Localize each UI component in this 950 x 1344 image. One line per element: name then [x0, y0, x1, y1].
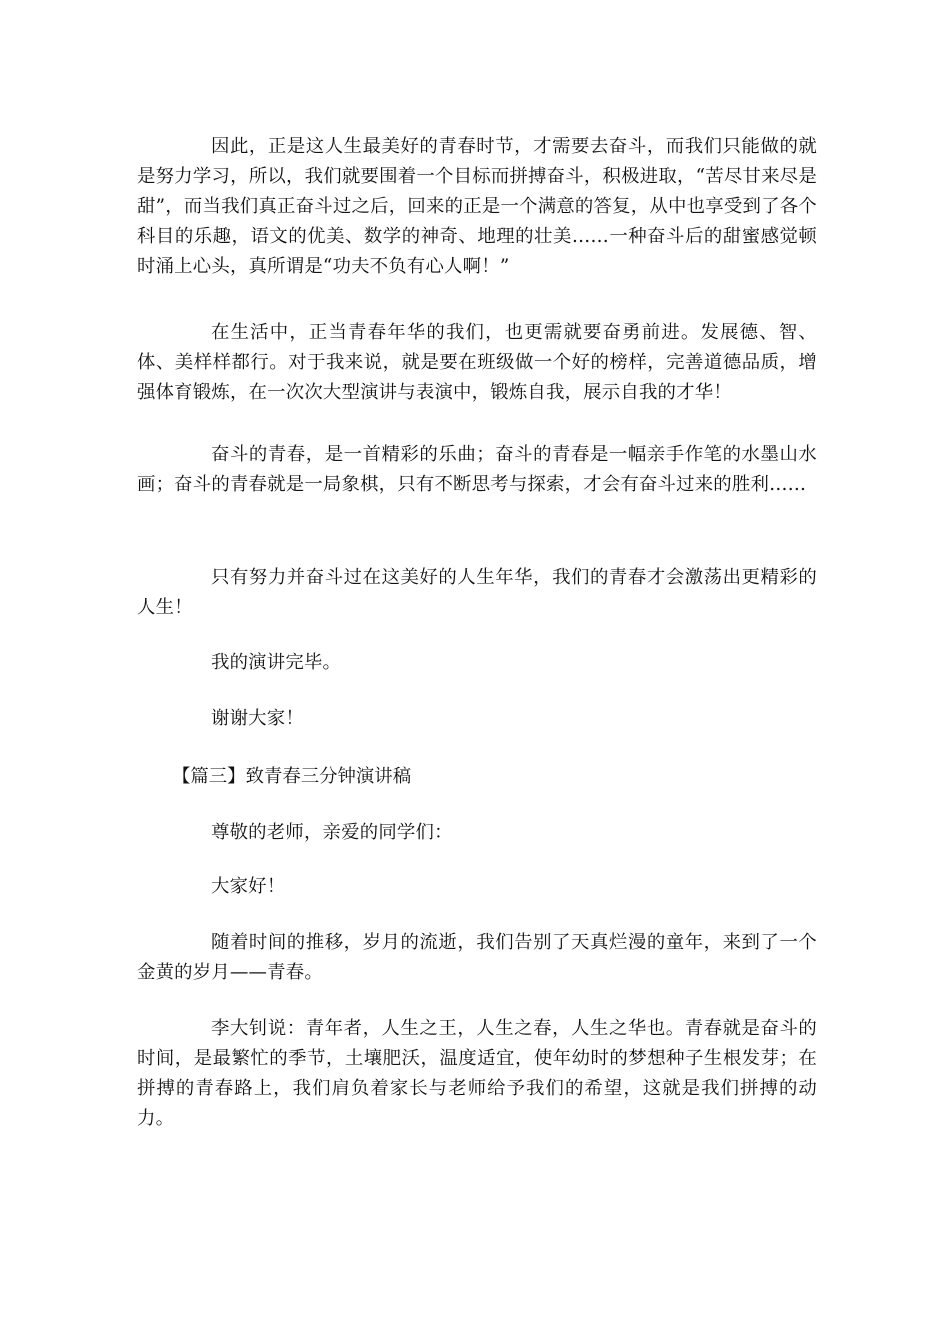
paragraph-struggle-study: 因此，正是这人生最美好的青春时节，才需要去奋斗，而我们只能做的就是努力学习，所以，我们就要围着一个目标而拼搏奋斗，积极进取，“苦尽甘来尽是甜”，而当我们真正奋斗过之后，回来的正是一个满意的答复，从中也享受到了各个科目的乐趣，语文的优美、数学的神奇、地理的壮美……一种奋斗后的甜蜜感觉顿时涌上心头，真所谓是“功夫不负有心人啊！”: [137, 136, 817, 277]
paragraph-youth-progress: 在生活中，正当青春年华的我们，也更需就要奋勇前进。发展德、智、体、美样样都行。对于我来说，就是要在班级做一个好的榜样，完善道德品质，增强体育锻炼，在一次次大型演讲与表演中，锻炼自我，展示自我的才华！: [137, 322, 817, 403]
section-heading: 【篇三】致青春三分钟演讲稿: [172, 766, 412, 787]
paragraph-speech-end: 我的演讲完毕。: [211, 652, 342, 673]
paragraph-hello: 大家好！: [211, 876, 286, 897]
paragraph-thanks: 谢谢大家！: [211, 708, 304, 729]
paragraph-time-passing: 随着时间的推移，岁月的流逝，我们告别了天真烂漫的童年，来到了一个金黄的岁月——青春。: [137, 932, 817, 983]
paragraph-better-life: 只有努力并奋斗过在这美好的人生年华，我们的青春才会激荡出更精彩的人生！: [137, 567, 817, 618]
paragraph-greeting-audience: 尊敬的老师，亲爱的同学们：: [211, 822, 453, 843]
paragraph-li-dazhao-quote: 李大钊说：青年者，人生之王，人生之春，人生之华也。青春就是奋斗的时间，是最繁忙的季节，土壤肥沃，温度适宜，使年幼时的梦想种子生根发芽；在拼搏的青春路上，我们肩负着家长与老师给予我们的希望，这就是我们拼搏的动力。: [137, 1018, 817, 1129]
paragraph-struggle-metaphors: 奋斗的青春，是一首精彩的乐曲；奋斗的青春是一幅亲手作笔的水墨山水画；奋斗的青春就是一局象棋，只有不断思考与探索，才会有奋斗过来的胜利……: [137, 444, 817, 495]
